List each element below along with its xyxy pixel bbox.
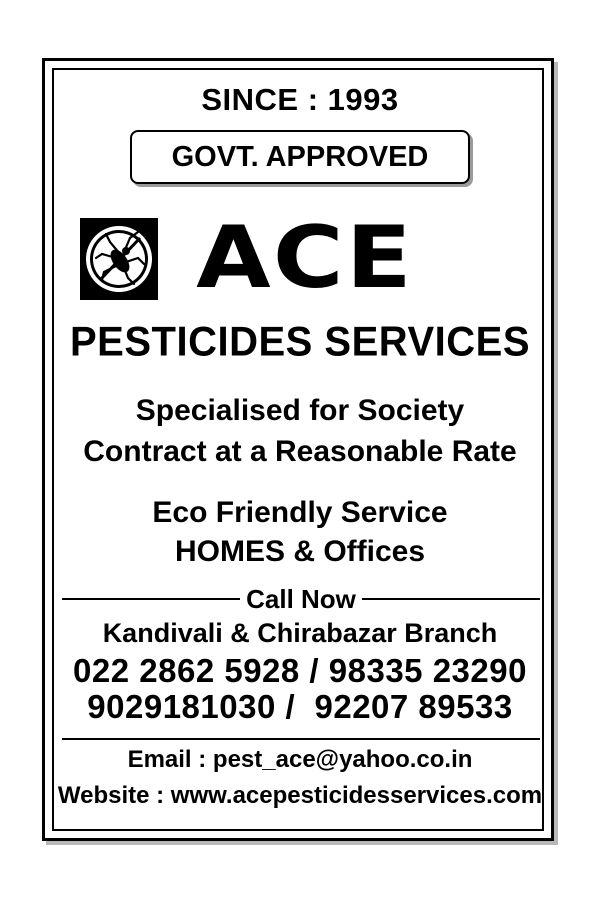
phone-numbers-line-2: 9029181030 / 92207 89533 (87, 688, 513, 725)
bug-icon (80, 218, 158, 300)
specialised-line-1: Specialised for Society (135, 394, 465, 427)
since-text: SINCE : 1993 (201, 82, 399, 117)
govt-approved-badge (130, 130, 470, 184)
branch-text: Kandivali & Chirabazar Branch (102, 618, 498, 648)
eco-line-2: HOMES & Offices (174, 535, 426, 568)
eco-line-1: Eco Friendly Service (152, 496, 448, 529)
call-now-label: Call Now (246, 584, 356, 614)
specialised-line-2: Contract at a Reasonable Rate (83, 435, 517, 468)
company-subtitle: PESTICIDES SERVICES (69, 318, 530, 366)
phone-numbers-line-1: 022 2862 5928 / 98335 23290 (73, 652, 527, 689)
govt-approved-label: GOVT. APPROVED (171, 140, 429, 173)
website-text: Website : www.acepesticidesservices.com (57, 782, 543, 809)
call-now-row (62, 582, 540, 616)
call-now-rule-left (62, 598, 240, 600)
footer-divider (62, 738, 540, 740)
email-text: Email : pest_ace@yahoo.co.in (127, 746, 473, 773)
brand-name: ACE (196, 208, 414, 308)
call-now-rule-right (362, 598, 540, 600)
